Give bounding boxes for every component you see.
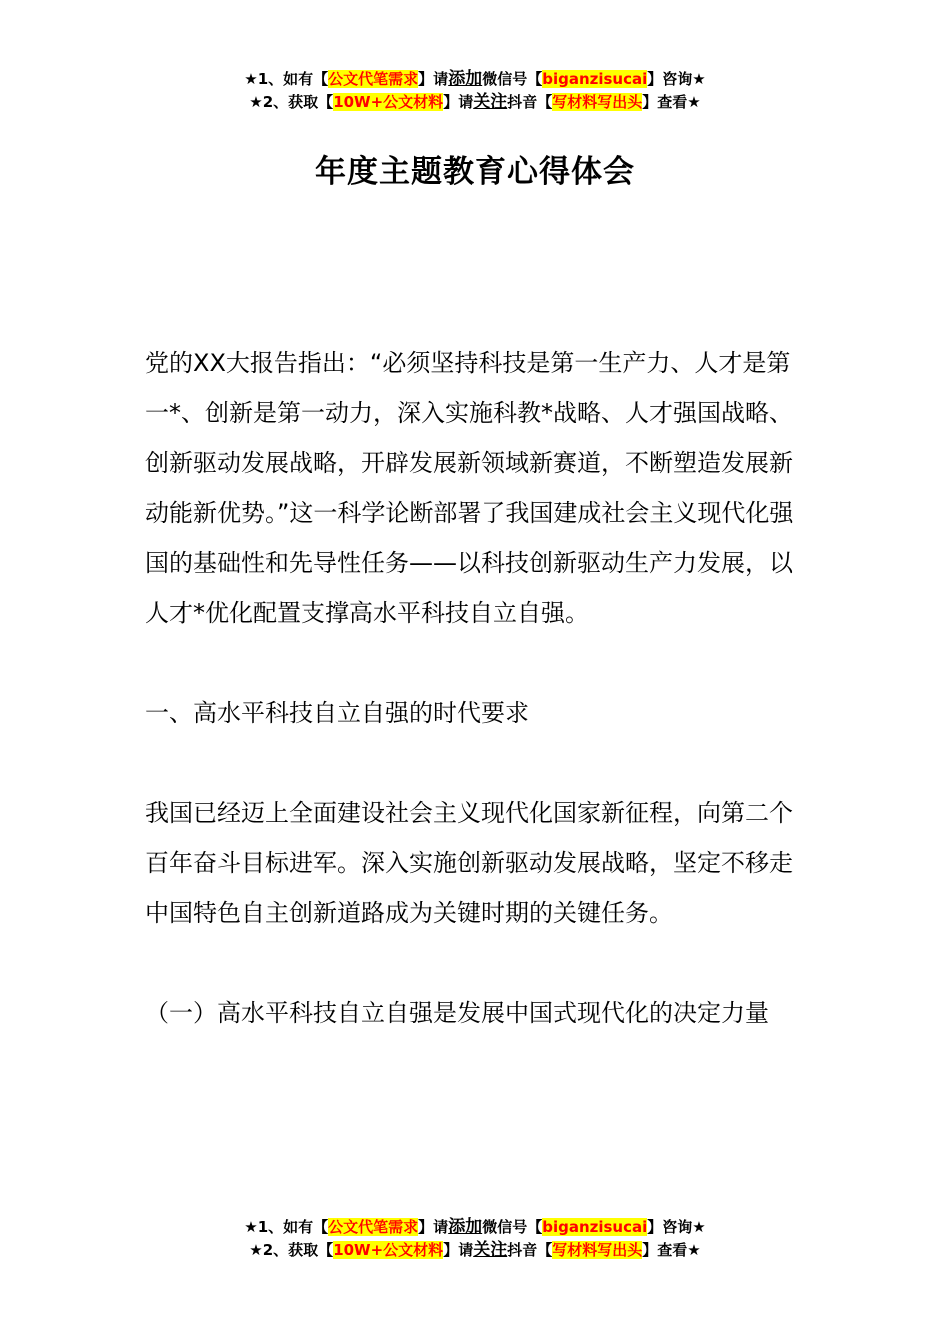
footer-banner (0, 1216, 950, 1262)
banner-highlight: 10W+公文材料 (333, 1241, 444, 1259)
paragraph-section-1: 我国已经迈上全面建设社会主义现代化国家新征程，向第二个百年奋斗目标进军。深入实施创新驱动发展战略，坚定不移走中国特色自主创新道路成为关键时期的关键任务。 (145, 799, 793, 927)
banner-line-2: ★2、获取【10W+公文材料】请关注抖音【写材料写出头】查看★ (249, 92, 701, 112)
document-title: 年度主题教育心得体会 (315, 154, 635, 190)
document-body (145, 338, 809, 1038)
banner-emphasis: 添加 (448, 1217, 483, 1237)
paragraph-intro: 党的XX大报告指出：“必须坚持科技是第一生产力、人才是第一*、创新是第一动力，深入实施科教*战略、人才强国战略、创新驱动发展战略，开辟发展新领域新赛道，不断塑造发展新动能新优势。”这一科学论断部署了我国建成社会主义现代化强国的基础性和先导性任务——以科技创新驱动生产力发展，以人才*优化配置支撑高水平科技自立自强。 (145, 349, 794, 627)
banner-wechat-id: biganzisucai (542, 1218, 648, 1236)
banner-emphasis: 添加 (448, 69, 483, 89)
banner-line-1: ★1、如有【公文代笔需求】请添加微信号【biganzisucai】咨询★ (244, 1217, 706, 1237)
banner-line-2: ★2、获取【10W+公文材料】请关注抖音【写材料写出头】查看★ (249, 1240, 701, 1260)
banner-douyin-id: 写材料写出头 (552, 1241, 643, 1259)
banner-emphasis: 关注 (473, 1240, 508, 1260)
banner-wechat-id: biganzisucai (542, 70, 648, 88)
subsection-heading: （一）高水平科技自立自强是发展中国式现代化的决定力量 (145, 999, 769, 1027)
banner-line-1: ★1、如有【公文代笔需求】请添加微信号【biganzisucai】咨询★ (244, 69, 706, 89)
banner-douyin-id: 写材料写出头 (552, 93, 643, 111)
header-banner (0, 68, 950, 114)
banner-highlight: 公文代笔需求 (328, 1218, 419, 1236)
banner-highlight: 10W+公文材料 (333, 93, 444, 111)
banner-highlight: 公文代笔需求 (328, 70, 419, 88)
section-heading: 一、高水平科技自立自强的时代要求 (145, 699, 529, 727)
banner-emphasis: 关注 (473, 92, 508, 112)
